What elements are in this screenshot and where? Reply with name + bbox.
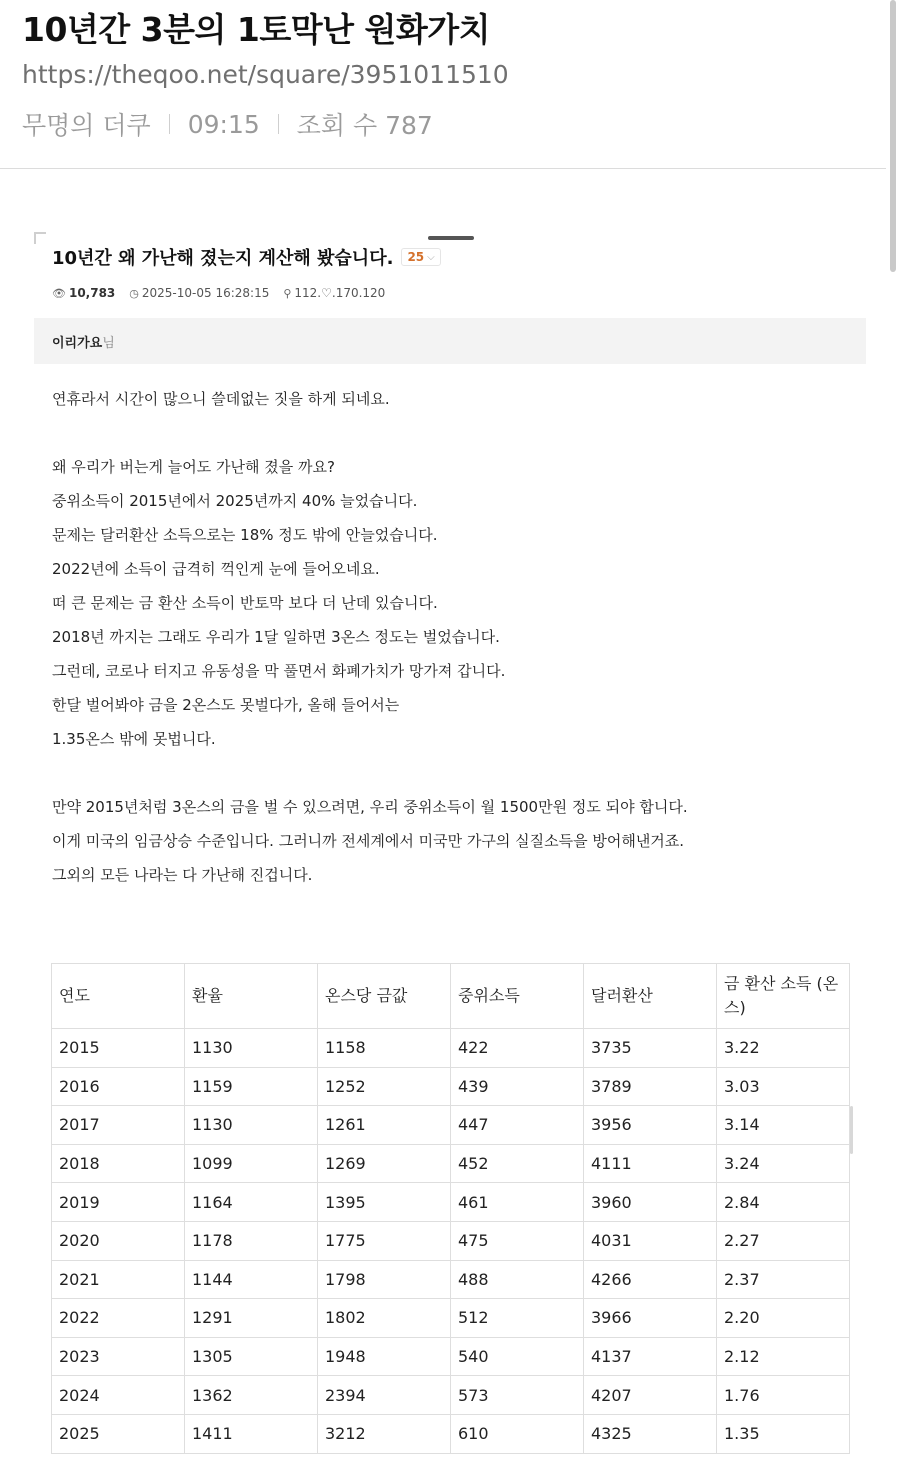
table-header-cell: 환율 (185, 964, 318, 1029)
table-row (52, 1376, 850, 1415)
table-cell: 2019 (52, 1183, 185, 1222)
table-cell: 540 (451, 1337, 584, 1376)
drag-handle (428, 236, 474, 240)
body-line: 2018년 까지는 그래도 우리가 1달 일하면 3온스 정도는 벌었습니다. (52, 628, 500, 646)
table-cell: 2017 (52, 1106, 185, 1145)
page-scrollbar-thumb[interactable] (890, 0, 896, 272)
table-cell: 3735 (584, 1029, 717, 1068)
table-cell: 512 (451, 1299, 584, 1338)
table-cell: 488 (451, 1260, 584, 1299)
comment-count: 25 (407, 250, 425, 264)
table-cell: 2020 (52, 1221, 185, 1260)
body-line: 이게 미국의 임금상승 수준입니다. 그러니까 전세계에서 미국만 가구의 실질소득을 방어해낸거죠. (52, 832, 685, 850)
table-cell: 2022 (52, 1299, 185, 1338)
table-cell: 4137 (584, 1337, 717, 1376)
table-header-row (52, 964, 850, 1029)
table-cell: 2.84 (717, 1183, 850, 1222)
location-pin-icon: ⚲ (283, 286, 292, 300)
table-cell: 1291 (185, 1299, 318, 1338)
post-title: 10년간 3분의 1토막난 원화가치 (22, 10, 490, 49)
table-cell: 1158 (318, 1029, 451, 1068)
table-cell: 1261 (318, 1106, 451, 1145)
table-cell: 3789 (584, 1067, 717, 1106)
table-cell: 1144 (185, 1260, 318, 1299)
post-url[interactable]: https://theqoo.net/square/3951011510 (22, 60, 509, 89)
views-stat (52, 286, 115, 300)
body-line: 중위소득이 2015년에서 2025년까지 40% 늘었습니다. (52, 492, 418, 510)
table-cell: 3.22 (717, 1029, 850, 1068)
table-cell: 2.27 (717, 1221, 850, 1260)
table-cell: 1099 (185, 1144, 318, 1183)
table-cell: 4031 (584, 1221, 717, 1260)
post-time: 09:15 (187, 109, 260, 139)
post-views: 조회 수 787 (296, 111, 433, 140)
body-line: 그외의 모든 나라는 다 가난해 진겁니다. (52, 866, 313, 884)
table-cell: 1948 (318, 1337, 451, 1376)
table-cell: 1395 (318, 1183, 451, 1222)
table-cell: 4266 (584, 1260, 717, 1299)
table-header-cell: 연도 (52, 964, 185, 1029)
datetime-stat (129, 286, 269, 300)
table-row (52, 1144, 850, 1183)
table-cell: 1.76 (717, 1376, 850, 1415)
page-scrollbar[interactable] (886, 0, 900, 1464)
embed-corner-mark (34, 232, 46, 244)
table-row (52, 1029, 850, 1068)
body-line: 연휴라서 시간이 많으니 쓸데없는 짓을 하게 되네요. (52, 390, 390, 408)
table-row (52, 1414, 850, 1453)
table-cell: 1775 (318, 1221, 451, 1260)
body-line: 왜 우리가 버는게 늘어도 가난해 졌을 까요? (52, 458, 335, 476)
table-cell: 2018 (52, 1144, 185, 1183)
table-row (52, 1260, 850, 1299)
body-line: 떠 큰 문제는 금 환산 소득이 반토막 보다 더 난데 있습니다. (52, 594, 438, 612)
body-line: 만약 2015년처럼 3온스의 금을 벌 수 있으려면, 우리 중위소득이 월 1500만원 정도 되야 합니다. (52, 798, 688, 816)
table-cell: 2021 (52, 1260, 185, 1299)
table-header-cell: 온스당 금값 (318, 964, 451, 1029)
table-cell: 461 (451, 1183, 584, 1222)
body-line: 2022년에 소득이 급격히 꺽인게 눈에 들어오네요. (52, 560, 380, 578)
table-cell: 1252 (318, 1067, 451, 1106)
paragraph-gap (52, 416, 852, 450)
table-cell: 2016 (52, 1067, 185, 1106)
table-cell: 2025 (52, 1414, 185, 1453)
table-header-cell: 금 환산 소득 (온스) (717, 964, 850, 1029)
views-count: 10,783 (68, 286, 116, 300)
embedded-screenshot (34, 232, 866, 1464)
ip-address: 112.♡.170.120 (294, 286, 386, 300)
table-cell: 439 (451, 1067, 584, 1106)
table-scrollbar[interactable] (850, 1106, 853, 1154)
table-cell: 1178 (185, 1221, 318, 1260)
table-cell: 1802 (318, 1299, 451, 1338)
table-row (52, 1106, 850, 1145)
data-table (51, 963, 850, 1454)
table-row (52, 1067, 850, 1106)
table-cell: 1130 (185, 1029, 318, 1068)
table-header-cell: 중위소득 (451, 964, 584, 1029)
eye-icon: 👁 (52, 286, 66, 300)
table-cell: 3960 (584, 1183, 717, 1222)
embed-title-text: 10년간 왜 가난해 졌는지 계산해 봤습니다. (52, 248, 394, 269)
post-author[interactable]: 무명의 더쿠 (22, 111, 151, 140)
body-line: 문제는 달러환산 소득으로는 18% 정도 밖에 안늘었습니다. (52, 526, 438, 544)
table-header-cell: 달러환산 (584, 964, 717, 1029)
embed-author[interactable] (52, 332, 115, 351)
author-suffix: 님 (102, 336, 115, 351)
table-cell: 4325 (584, 1414, 717, 1453)
comment-count-badge[interactable] (401, 248, 440, 266)
table-row (52, 1337, 850, 1376)
table-cell: 1798 (318, 1260, 451, 1299)
meta-divider (169, 114, 170, 134)
table-cell: 1159 (185, 1067, 318, 1106)
table-row (52, 1183, 850, 1222)
post-datetime: 2025-10-05 16:28:15 (141, 286, 270, 300)
body-line: 한달 벌어봐야 금을 2온스도 못벌다가, 올해 들어서는 (52, 696, 400, 714)
ip-stat (283, 286, 385, 300)
table-cell: 422 (451, 1029, 584, 1068)
table-cell: 573 (451, 1376, 584, 1415)
table-cell: 447 (451, 1106, 584, 1145)
table-cell: 475 (451, 1221, 584, 1260)
author-bar (34, 318, 866, 364)
table-cell: 1305 (185, 1337, 318, 1376)
post-meta (22, 106, 433, 142)
table-cell: 2023 (52, 1337, 185, 1376)
table-cell: 3.14 (717, 1106, 850, 1145)
body-line: 그런데, 코로나 터지고 유동성을 막 풀면서 화폐가치가 망가져 갑니다. (52, 662, 506, 680)
table-cell: 3212 (318, 1414, 451, 1453)
embed-title (52, 244, 441, 270)
table-cell: 2394 (318, 1376, 451, 1415)
body-line: 1.35온스 밖에 못법니다. (52, 730, 216, 748)
table-cell: 3956 (584, 1106, 717, 1145)
post-header (0, 0, 886, 169)
paragraph-gap (52, 756, 852, 790)
table-cell: 1411 (185, 1414, 318, 1453)
table-cell: 3.03 (717, 1067, 850, 1106)
table-cell: 1362 (185, 1376, 318, 1415)
table-cell: 610 (451, 1414, 584, 1453)
chevron-down-icon: ⌵ (427, 251, 435, 263)
table-cell: 3966 (584, 1299, 717, 1338)
table-cell: 4207 (584, 1376, 717, 1415)
author-name: 이리가요 (52, 336, 103, 351)
table-cell: 2.37 (717, 1260, 850, 1299)
table-cell: 2.12 (717, 1337, 850, 1376)
table-cell: 4111 (584, 1144, 717, 1183)
table-cell: 2024 (52, 1376, 185, 1415)
meta-divider (278, 114, 279, 134)
table-row (52, 1221, 850, 1260)
table-cell: 2.20 (717, 1299, 850, 1338)
post-body (52, 382, 852, 892)
table-row (52, 1299, 850, 1338)
clock-icon: ◷ (129, 286, 139, 300)
table-cell: 3.24 (717, 1144, 850, 1183)
table-cell: 1130 (185, 1106, 318, 1145)
embed-meta (52, 286, 385, 300)
table-cell: 2015 (52, 1029, 185, 1068)
table-cell: 1.35 (717, 1414, 850, 1453)
table-cell: 1269 (318, 1144, 451, 1183)
table-cell: 1164 (185, 1183, 318, 1222)
table-cell: 452 (451, 1144, 584, 1183)
table-body (52, 1029, 850, 1454)
